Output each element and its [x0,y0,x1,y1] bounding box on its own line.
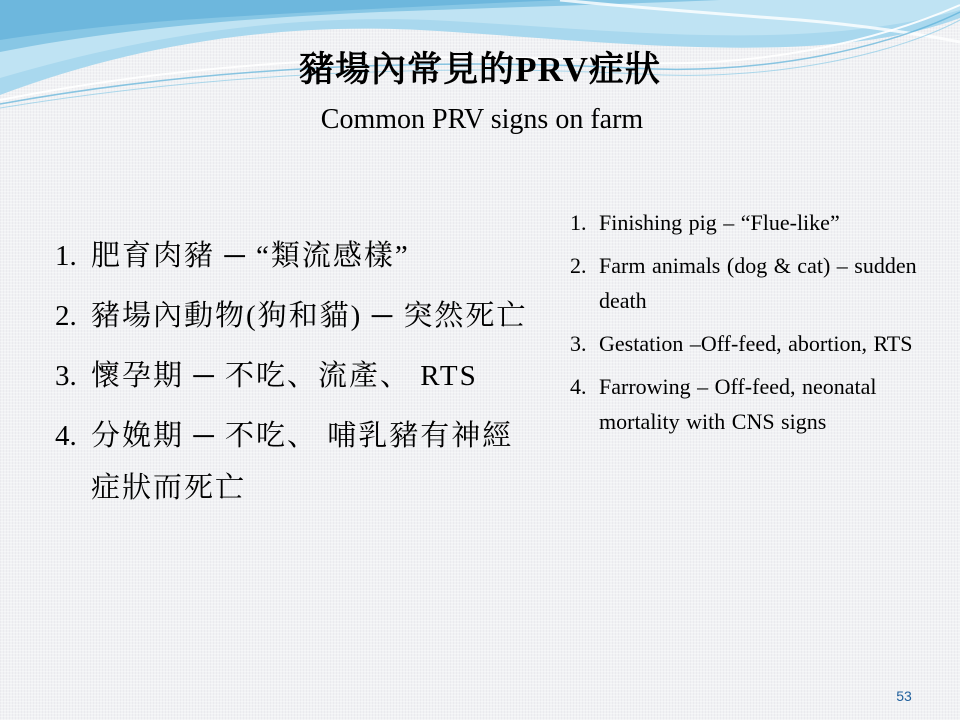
list-item-text: Farm animals (dog & cat) – sudden death [599,253,917,313]
slide-title-chinese: 豬場內常見的PRV症狀 [299,50,661,89]
list-item [570,369,960,439]
list-item-number: 3. [570,331,587,356]
list-item [570,326,960,361]
list-item-text: Finishing pig – “Flue-like” [599,210,840,235]
list-item [55,290,535,342]
list-item [55,230,535,282]
chinese-signs-list [55,230,535,522]
list-item [570,248,960,318]
list-item-text: 肥育肉豬 ─ “類流感樣” [91,240,410,272]
list-item-text: 懷孕期 ─ 不吃、流產、 RTS [91,360,478,392]
list-item-number: 4. [570,374,587,399]
list-item [570,205,960,240]
list-item-number: 3. [55,360,77,392]
list-item-text: 分娩期 ─ 不吃、 哺乳豬有神經症狀而死亡 [91,420,514,504]
page-number: 53 [896,688,912,704]
slide-title-english: Common PRV signs on farm [320,104,644,135]
list-item-text: Gestation –Off-feed, abortion, RTS [599,331,913,356]
list-item-number: 2. [55,300,77,332]
list-item-number: 4. [55,420,77,452]
list-item [55,350,535,402]
english-signs-list [570,205,960,447]
list-item-text: 豬場內動物(狗和貓) ─ 突然死亡 [91,300,528,332]
list-item-text: Farrowing – Off-feed, neonatal mortality with CNS signs [599,374,877,434]
list-item-number: 1. [55,240,77,272]
list-item-number: 2. [570,253,587,278]
list-item [55,410,535,514]
list-item-number: 1. [570,210,587,235]
